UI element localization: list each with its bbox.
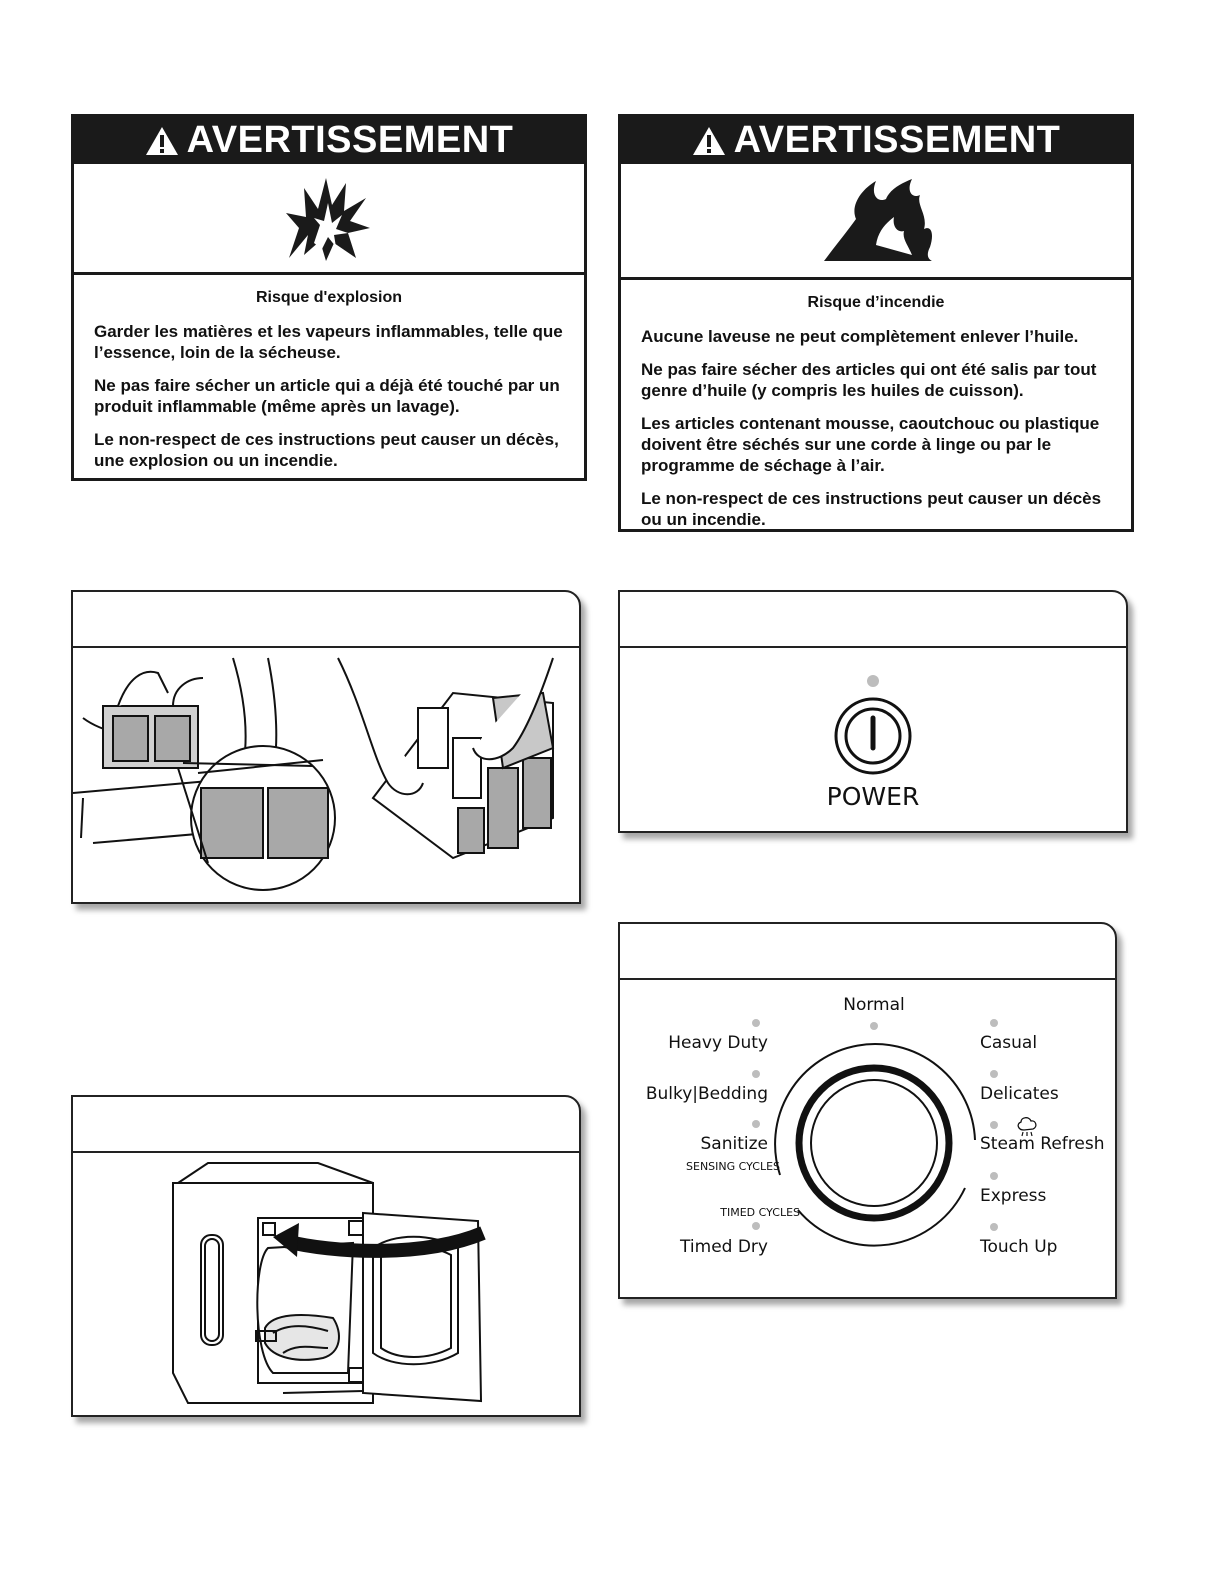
explosion-icon [74,164,584,275]
warning-paragraph: Le non-respect de ces instructions peut causer un décès, une explosion ou un incendie. [94,430,559,470]
lint-screen-panel [71,590,581,904]
dryer-door-illustration [73,1153,579,1420]
cycle-option-heavy-duty[interactable]: Heavy Duty [668,1033,768,1053]
cycle-option-timed-dry[interactable]: Timed Dry [680,1237,768,1257]
cycle-option-bulky-bedding[interactable]: Bulky|Bedding [645,1084,768,1104]
warning-paragraph: Les articles contenant mousse, caoutchouc ou plastique doivent être séchés sur une corde à linge ou par le programme de séchage à l’air. [641,414,1100,475]
warning-paragraph: Le non-respect de ces instructions peut causer un décès ou un incendie. [641,489,1102,529]
cycle-option-sanitize[interactable]: Sanitize [700,1134,768,1154]
cycle-option-express[interactable]: Express [980,1186,1047,1206]
warning-subtitle: Risque d'explosion [255,289,403,306]
power-indicator-light [867,675,879,687]
cycle-option-steam-refresh[interactable]: Steam Refresh [980,1134,1105,1154]
power-icon[interactable] [836,699,910,773]
warning-box-explosion [71,114,587,481]
warning-title: AVERTISSEMENT [186,119,514,161]
warning-triangle-icon [692,126,726,156]
warning-subtitle: Risque d’incendie [807,294,945,311]
warning-box-fire [618,114,1134,532]
panel-header [73,592,579,648]
warning-paragraph: Garder les matières et les vapeurs inflammables, telle que l’essence, loin de la sécheuse. [94,322,563,362]
door-panel [71,1095,581,1417]
lint-screen-illustration [73,648,579,907]
timed-cycles-label: TIMED CYCLES [720,1206,800,1219]
warning-title: AVERTISSEMENT [733,119,1061,161]
warning-header [74,117,584,164]
warning-header [621,117,1131,164]
warning-triangle-icon [145,126,179,156]
power-label: POWER [826,782,920,811]
panel-header [620,924,1115,980]
warning-paragraph: Ne pas faire sécher un article qui a déjà été touché par un produit inflammable (même après un lavage). [94,376,560,416]
cycle-selector-knob[interactable] [799,1068,949,1218]
cycle-dial-panel [618,922,1117,1299]
cycle-option-delicates[interactable]: Delicates [980,1084,1059,1104]
power-panel [618,590,1128,833]
warning-paragraph: Ne pas faire sécher des articles qui ont été salis par tout genre d’huile (y compris les huiles de cuisson). [641,360,1097,400]
panel-header [620,592,1126,648]
sensing-cycles-label: SENSING CYCLES [686,1160,780,1173]
panel-header [73,1097,579,1153]
cycle-option-normal[interactable]: Normal [843,995,905,1015]
warning-paragraph: Aucune laveuse ne peut complètement enlever l’huile. [641,327,1079,346]
fire-icon [621,164,1131,280]
cycle-option-touch-up[interactable]: Touch Up [980,1237,1058,1257]
cycle-option-casual[interactable]: Casual [980,1033,1038,1053]
